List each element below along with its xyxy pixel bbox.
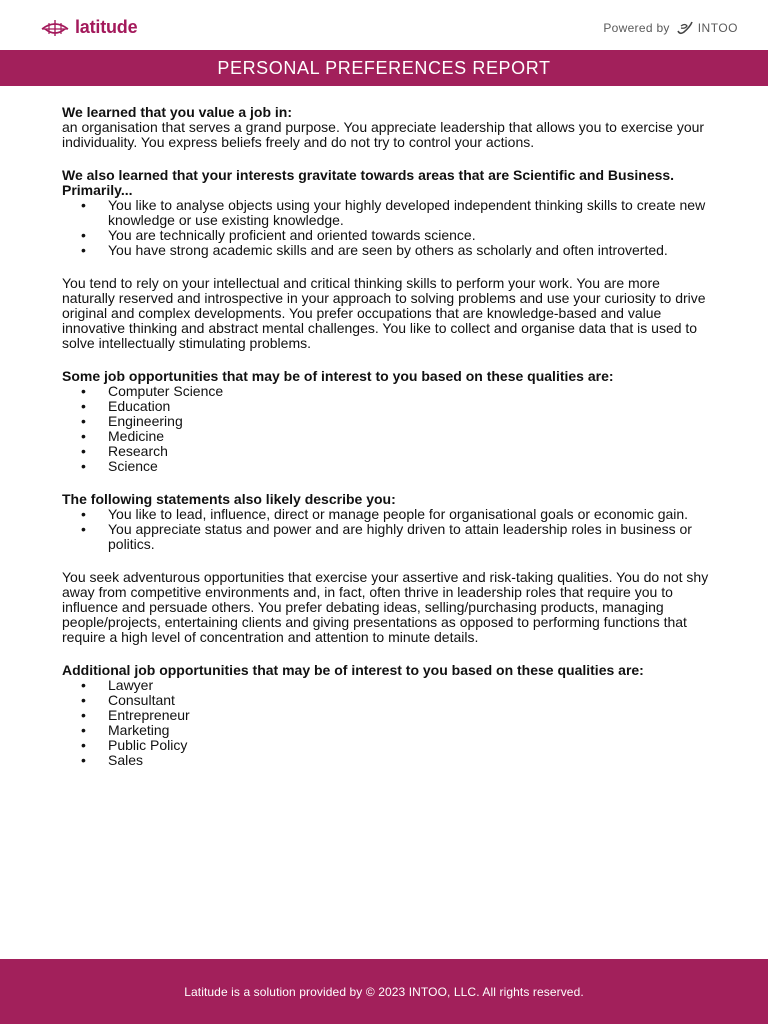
statements-list xyxy=(62,507,712,552)
list-item: • Research xyxy=(62,444,712,459)
list-item: • Computer Science xyxy=(62,384,712,399)
powered-by xyxy=(603,20,738,36)
additional-opportunities-list xyxy=(62,678,712,768)
values-section xyxy=(62,105,712,150)
list-item: • You have strong academic skills and are seen by others as scholarly and often introverted. xyxy=(62,243,712,258)
latitude-logo xyxy=(40,14,137,40)
job-opportunities-section xyxy=(62,369,712,474)
report-title: PERSONAL PREFERENCES REPORT xyxy=(217,57,551,78)
interests-heading: We also learned that your interests gravitate towards areas that are Scientific and Business. Primarily... xyxy=(62,167,675,198)
list-item: • Entrepreneur xyxy=(62,708,712,723)
list-item: • Science xyxy=(62,459,712,474)
scientific-paragraph: You tend to rely on your intellectual and critical thinking skills to perform your work. You are more naturally reserved and introspective in your approach to solving problems and use your curiosity to drive original and complex developments. You prefer occupations that are knowledge-based and value innovative thinking and abstract mental challenges. You like to collect and organise data that is used to solve intellectually stimulating problems. xyxy=(62,275,706,351)
latitude-logo-icon xyxy=(40,15,70,39)
intoo-logo-icon xyxy=(675,20,695,36)
top-bar xyxy=(0,0,768,50)
additional-opportunities-heading: Additional job opportunities that may be of interest to you based on these qualities are: xyxy=(62,662,644,678)
job-opportunities-heading: Some job opportunities that may be of interest to you based on these qualities are: xyxy=(62,368,614,384)
values-text: an organisation that serves a grand purpose. You appreciate leadership that allows you to exercise your individuality. You express beliefs freely and do not try to control your actions. xyxy=(62,119,705,150)
statements-heading: The following statements also likely describe you: xyxy=(62,491,396,507)
logo-text: latitude xyxy=(75,16,138,37)
interests-list xyxy=(62,198,712,258)
list-item: • You like to analyse objects using your highly developed independent thinking skills to create new knowledge or use existing knowledge. xyxy=(62,198,712,228)
list-item: • Consultant xyxy=(62,693,712,708)
statements-section xyxy=(62,492,712,552)
scientific-paragraph-block xyxy=(62,276,712,351)
list-item: • Public Policy xyxy=(62,738,712,753)
job-opportunities-list xyxy=(62,384,712,474)
title-band xyxy=(0,50,768,86)
powered-by-label: Powered by xyxy=(603,21,670,35)
copyright-text: Latitude is a solution provided by © 2023 INTOO, LLC. All rights reserved. xyxy=(184,984,584,999)
list-item: • You are technically proficient and oriented towards science. xyxy=(62,228,712,243)
additional-opportunities-section xyxy=(62,663,712,768)
business-paragraph-block xyxy=(62,570,712,645)
list-item: • Marketing xyxy=(62,723,712,738)
list-item: • Sales xyxy=(62,753,712,768)
footer xyxy=(0,959,768,1024)
list-item: • Lawyer xyxy=(62,678,712,693)
list-item: • Education xyxy=(62,399,712,414)
list-item: • You appreciate status and power and are highly driven to attain leadership roles in business or politics. xyxy=(62,522,712,552)
interests-section xyxy=(62,168,712,258)
business-paragraph: You seek adventurous opportunities that exercise your assertive and risk-taking qualities. You do not shy away from competitive environments and, in fact, often thrive in leadership roles that require you to influence and persuade others. You prefer debating ideas, selling/purchasing products, managing people/projects, entertaining clients and giving presentations as opposed to performing functions that require a high level of concentration and attention to minute details. xyxy=(62,569,709,645)
list-item: • You like to lead, influence, direct or manage people for organisational goals or economic gain. xyxy=(62,507,712,522)
report-content xyxy=(62,105,712,786)
values-heading: We learned that you value a job in: xyxy=(62,104,293,120)
list-item: • Engineering xyxy=(62,414,712,429)
partner-name: INTOO xyxy=(697,21,738,35)
list-item: • Medicine xyxy=(62,429,712,444)
